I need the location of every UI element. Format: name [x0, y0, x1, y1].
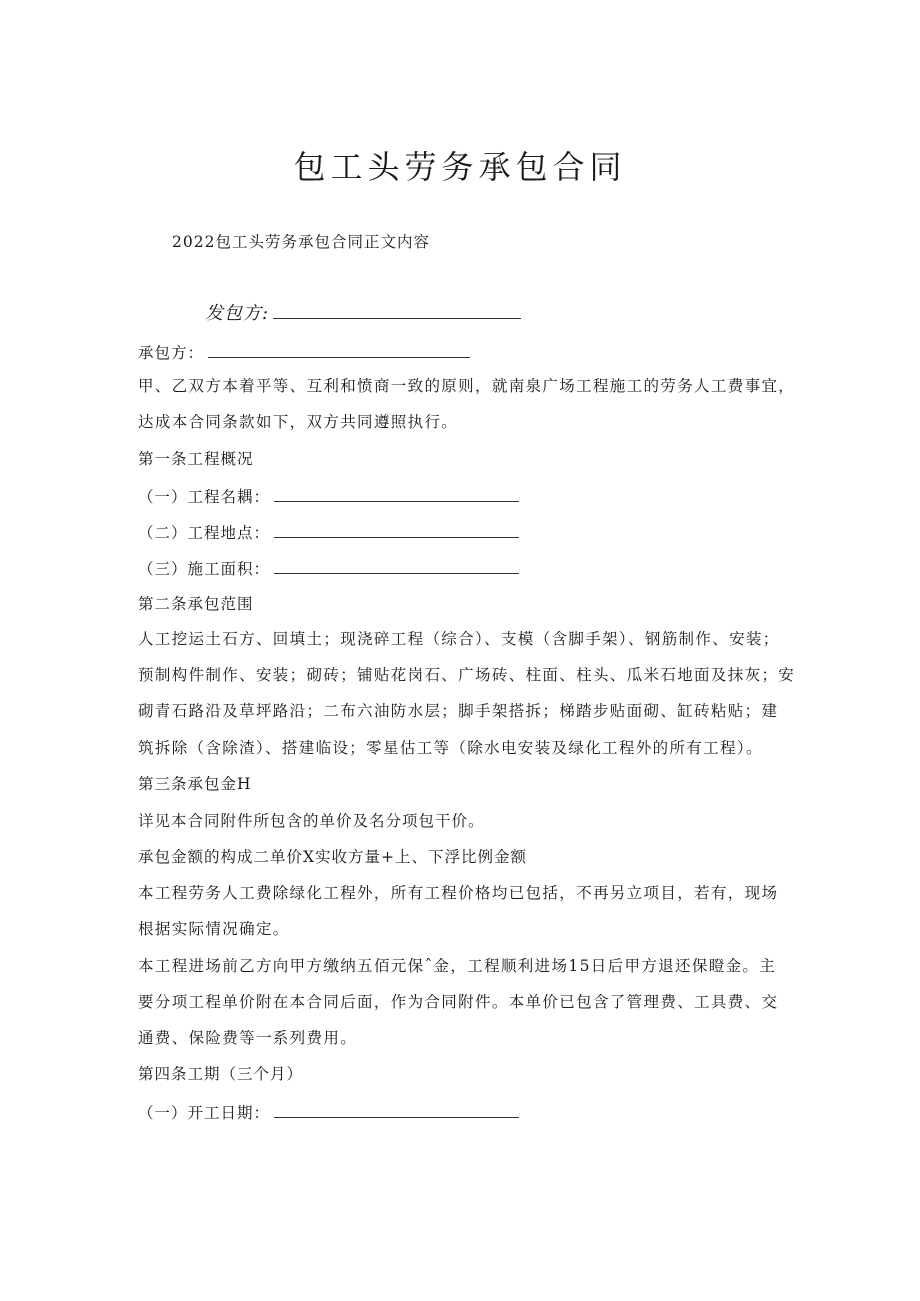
article-4-heading: 第四条工期（三个月） — [138, 1065, 304, 1083]
scope-line: 预制构件制作、安装；砌砖；铺贴花岗石、广场砖、柱面、柱头、瓜米石地面及抹灰；安 — [138, 666, 796, 684]
project-name-row — [138, 485, 519, 507]
issuer-label: 发包方: — [205, 303, 270, 324]
article-3-paragraph-line: 本工程进场前乙方向甲方缴纳五佰元保ˆ金，工程顺利进场15日后甲方退还保瞪金。主 — [138, 957, 777, 975]
article-3-paragraph-line: 要分项工程单价附在本合同后面，作为合同附件。本单价已包含了管理费、工具费、交 — [138, 993, 779, 1011]
project-location-row — [138, 521, 519, 543]
article-1-heading: 第一条工程概况 — [138, 450, 254, 468]
article-3-paragraph-line: 通费、保险费等一系列费用。 — [138, 1029, 358, 1047]
document-title: 包工头劳务承包合同 — [293, 148, 627, 186]
start-date-label: （一）开工日期： — [138, 1104, 271, 1122]
article-3-paragraph-line: 根据实际情况确定。 — [138, 920, 290, 938]
contractor-label: 承包方： — [138, 344, 205, 362]
contractor-field-row — [138, 341, 470, 363]
project-location-label: （二）工程地点： — [138, 524, 271, 542]
project-name-blank-line[interactable] — [274, 485, 519, 502]
start-date-row — [138, 1101, 519, 1123]
project-name-label: （一）工程名耦： — [138, 488, 271, 506]
document-subtitle: 2022包工头劳务承包合同正文内容 — [172, 233, 430, 251]
article-3-line: 详见本合同附件所包含的单价及名分项包干价。 — [138, 812, 485, 830]
construction-area-label: （三）施工面积： — [138, 560, 271, 578]
article-3-paragraph-line: 本工程劳务人工费除绿化工程外，所有工程价格均已包括，不再另立项目，若有，现场 — [138, 884, 779, 902]
issuer-blank-line[interactable] — [273, 302, 521, 319]
intro-line: 甲、乙双方本着平等、互利和愤商一致的原则，就南泉广场工程施工的劳务人工费事宜， — [138, 377, 796, 395]
article-3-heading: 第三条承包金H — [138, 775, 252, 793]
start-date-blank-line[interactable] — [274, 1101, 519, 1118]
article-3-line: 承包金额的构成二单价X实收方量+上、下浮比例金额 — [138, 848, 528, 866]
contractor-blank-line[interactable] — [208, 341, 470, 358]
article-2-heading: 第二条承包范围 — [138, 595, 254, 613]
project-location-blank-line[interactable] — [274, 521, 519, 538]
scope-line: 筑拆除（含除渣）、搭建临设；零星估工等（除水电安装及绿化工程外的所有工程）。 — [138, 739, 763, 757]
construction-area-blank-line[interactable] — [274, 557, 519, 574]
construction-area-row — [138, 557, 519, 579]
issuer-field-row — [205, 302, 521, 324]
intro-line: 达成本合同条款如下，双方共同遵照执行。 — [138, 413, 459, 431]
scope-line: 砌青石路沿及草坪路沿；二布六油防水层；脚手架搭拆；梯踏步贴面砌、缸砖粘贴；建 — [138, 702, 779, 720]
scope-line: 人工挖运土石方、回填土；现浇碎工程（综合）、支模（含脚手架）、钢筋制作、安装； — [138, 630, 780, 648]
